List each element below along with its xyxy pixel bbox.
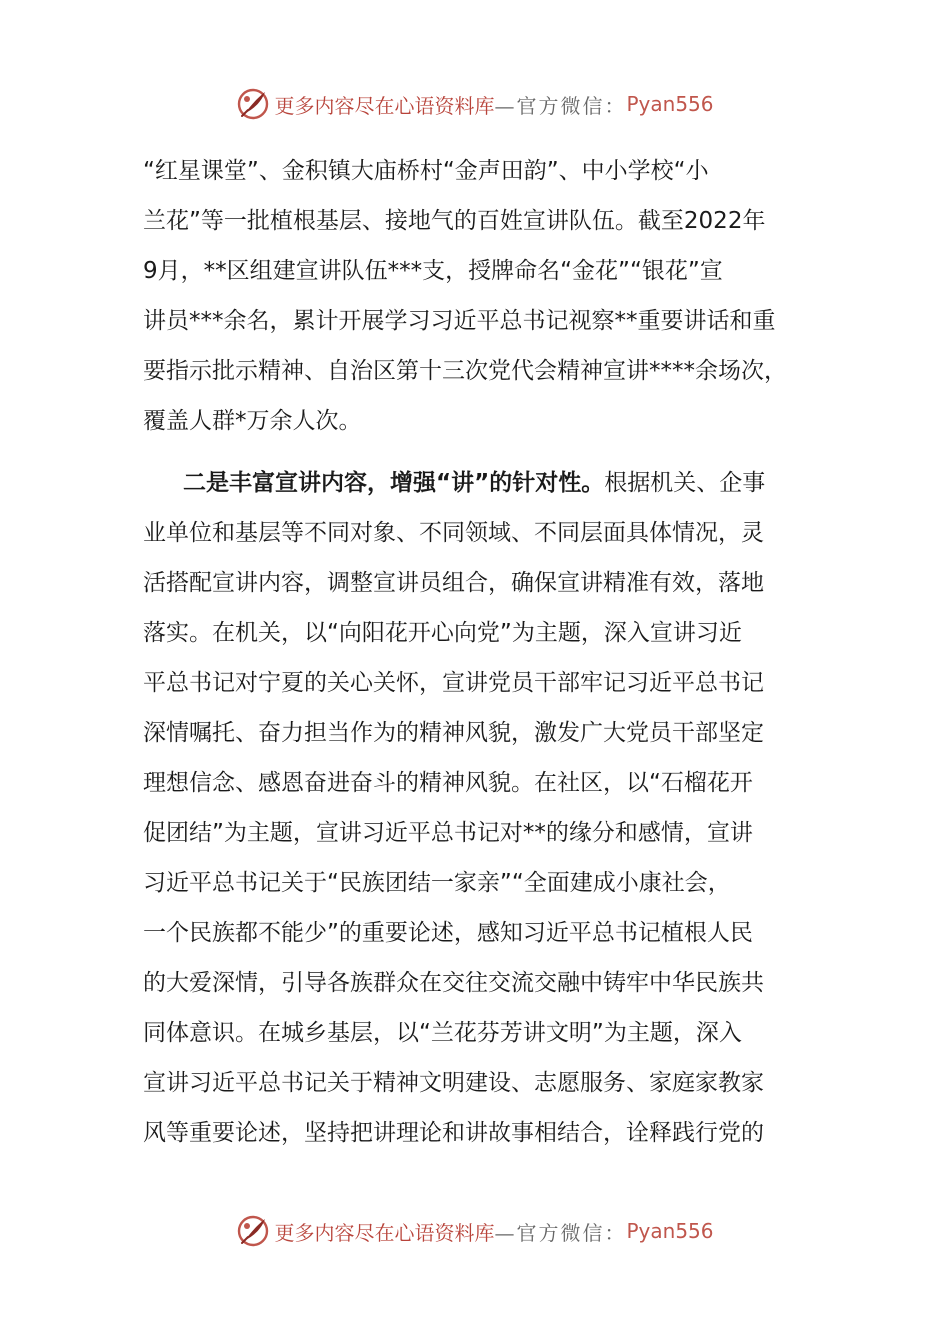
text-line: 同体意识。在城乡基层，以“兰花芬芳讲文明”为主题，深入	[143, 1020, 742, 1046]
text-line: 习近平总书记关于“民族团结一家亲”“全面建成小康社会，	[143, 870, 731, 896]
text-line: 风等重要论述，坚持把讲理论和讲故事相结合，诠释践行党的	[143, 1120, 764, 1146]
text-line: 一个民族都不能少”的重要论述，感知习近平总书记植根人民	[143, 920, 753, 946]
header-watermark	[0, 84, 950, 124]
text-line: 要指示批示精神、自治区第十三次党代会精神宣讲****余场次，	[143, 358, 787, 384]
watermark-wechat-id: Pyan556	[626, 92, 714, 116]
paragraph-heading: 二是丰富宣讲内容，增强“讲”的针对性。	[183, 470, 605, 496]
watermark-label: —官方微信：	[494, 93, 627, 118]
footer-watermark	[0, 1211, 950, 1251]
text-line: 覆盖人群*万余人次。	[143, 408, 362, 434]
document-body	[143, 146, 807, 1158]
text-line: 活搭配宣讲内容，调整宣讲员组合，确保宣讲精准有效，落地	[143, 570, 764, 596]
text-line: 9月，**区组建宣讲队伍***支，授牌命名“金花”“银花”宣	[143, 258, 723, 284]
paragraph-heading-rest: 根据机关、企事	[604, 470, 766, 496]
text-line: 宣讲习近平总书记关于精神文明建设、志愿服务、家庭家教家	[143, 1070, 764, 1096]
quill-logo-icon	[236, 87, 270, 121]
paragraph-1	[143, 146, 807, 446]
text-line: “红星课堂”、金积镇大庙桥村“金声田韵”、中小学校“小	[143, 158, 709, 184]
watermark-brand: 更多内容尽在心语资料库	[274, 1220, 495, 1245]
text-line: 深情嘱托、奋力担当作为的精神风貌，激发广大党员干部坚定	[143, 720, 764, 746]
watermark-label: —官方微信：	[494, 1220, 627, 1245]
text-line: 理想信念、感恩奋进奋斗的精神风貌。在社区，以“石榴花开	[143, 770, 753, 796]
text-line: 业单位和基层等不同对象、不同领域、不同层面具体情况，灵	[143, 520, 764, 546]
text-line: 促团结”为主题，宣讲习近平总书记对**的缘分和感情，宣讲	[143, 820, 753, 846]
text-line: 平总书记对宁夏的关心关怀，宣讲党员干部牢记习近平总书记	[143, 670, 764, 696]
text-line: 落实。在机关，以“向阳花开心向党”为主题，深入宣讲习近	[143, 620, 742, 646]
text-line: 讲员***余名，累计开展学习习近平总书记视察**重要讲话和重	[143, 308, 776, 334]
watermark-wechat-id: Pyan556	[626, 1219, 714, 1243]
text-line: 的大爱深情，引导各族群众在交往交流交融中铸牢中华民族共	[143, 970, 764, 996]
paragraph-first-line	[143, 458, 807, 508]
watermark-brand: 更多内容尽在心语资料库	[274, 93, 495, 118]
paragraph-2	[143, 458, 807, 1158]
quill-logo-icon	[236, 1214, 270, 1248]
text-line: 兰花”等一批植根基层、接地气的百姓宣讲队伍。截至2022年	[143, 208, 766, 234]
